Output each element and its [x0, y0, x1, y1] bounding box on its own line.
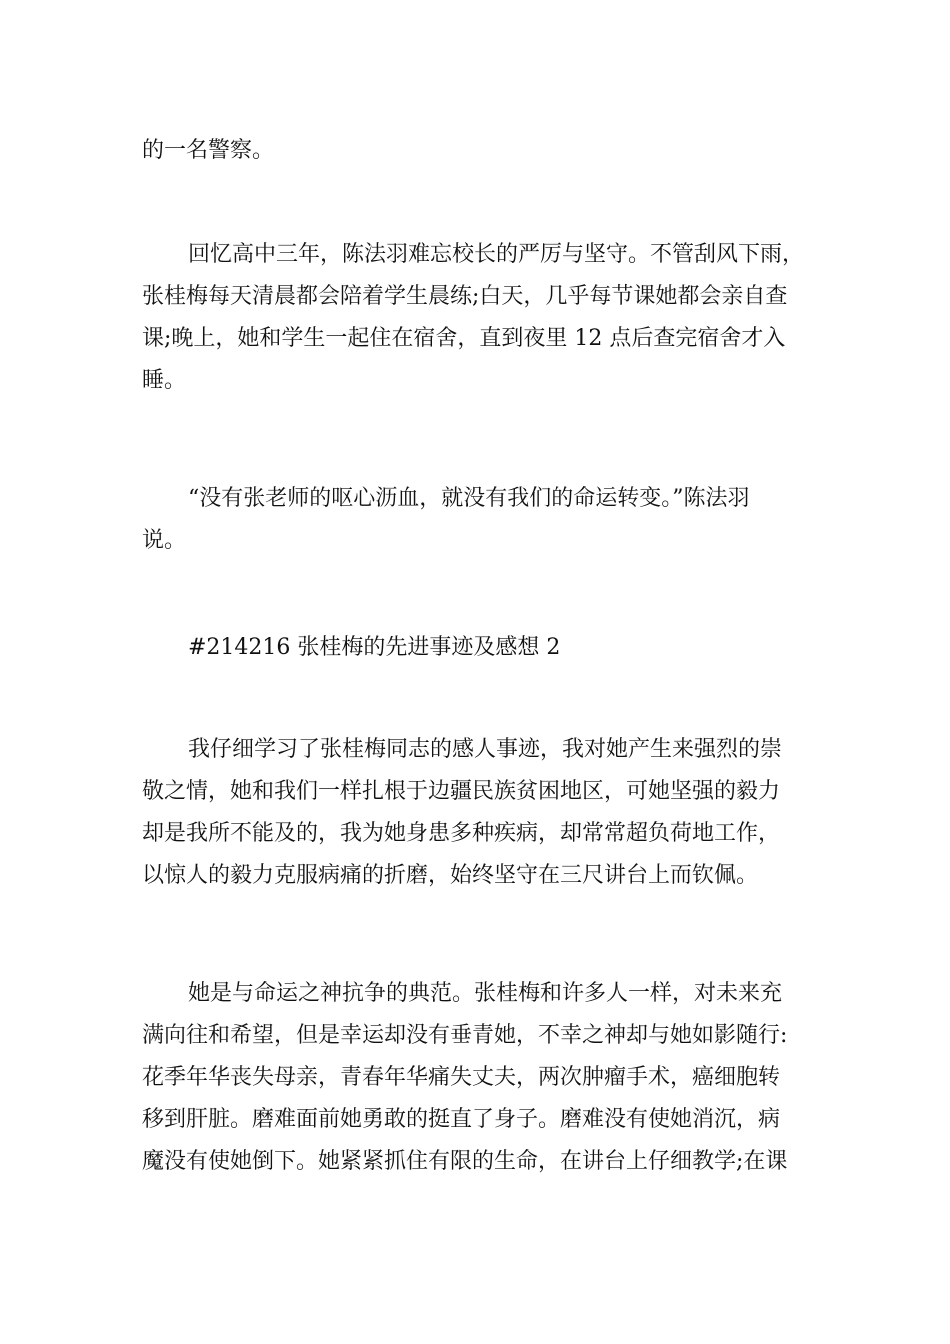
text-line: 满向往和希望，但是幸运却没有垂青她，不幸之神却与她如影随行:	[142, 1023, 788, 1048]
paragraph-1	[142, 130, 814, 172]
text-line: 的一名警察。	[142, 138, 275, 163]
text-line: 魔没有使她倒下。她紧紧抓住有限的生命，在讲台上仔细教学;在课	[142, 1149, 788, 1174]
section-heading	[142, 627, 814, 669]
text-line: #214216 张桂梅的先进事迹及感想 2	[188, 635, 561, 660]
text-line: 张桂梅每天清晨都会陪着学生晨练;白天，几乎每节课她都会亲自查	[142, 284, 788, 309]
text-line: 花季年华丧失母亲，青春年华痛失丈夫，两次肿瘤手术，癌细胞转	[142, 1065, 781, 1090]
paragraph-4	[142, 729, 814, 897]
text-line: 睡。	[142, 368, 187, 393]
paragraph-2	[142, 234, 814, 402]
paragraph-5	[142, 973, 814, 1183]
text-line: 她是与命运之神抗争的典范。张桂梅和许多人一样，对未来充	[188, 981, 783, 1006]
text-line: 课;晚上，她和学生一起住在宿舍，直到夜里 12 点后查完宿舍才入	[142, 326, 786, 351]
text-line: 我仔细学习了张桂梅同志的感人事迹，我对她产生来强烈的崇	[188, 737, 783, 762]
text-line: 敬之情，她和我们一样扎根于边疆民族贫困地区，可她坚强的毅力	[142, 779, 781, 804]
paragraph-3	[142, 478, 814, 562]
text-line: 移到肝脏。磨难面前她勇敢的挺直了身子。磨难没有使她消沉，病	[142, 1107, 781, 1132]
text-line: “没有张老师的呕心沥血，就没有我们的命运转变。”陈法羽	[188, 486, 750, 511]
text-line: 以惊人的毅力克服病痛的折磨，始终坚守在三尺讲台上而钦佩。	[142, 863, 759, 888]
text-line: 回忆高中三年，陈法羽难忘校长的严厉与坚守。不管刮风下雨，	[188, 242, 805, 267]
text-line: 却是我所不能及的，我为她身患多种疾病，却常常超负荷地工作，	[142, 821, 781, 846]
text-line: 说。	[142, 528, 187, 553]
